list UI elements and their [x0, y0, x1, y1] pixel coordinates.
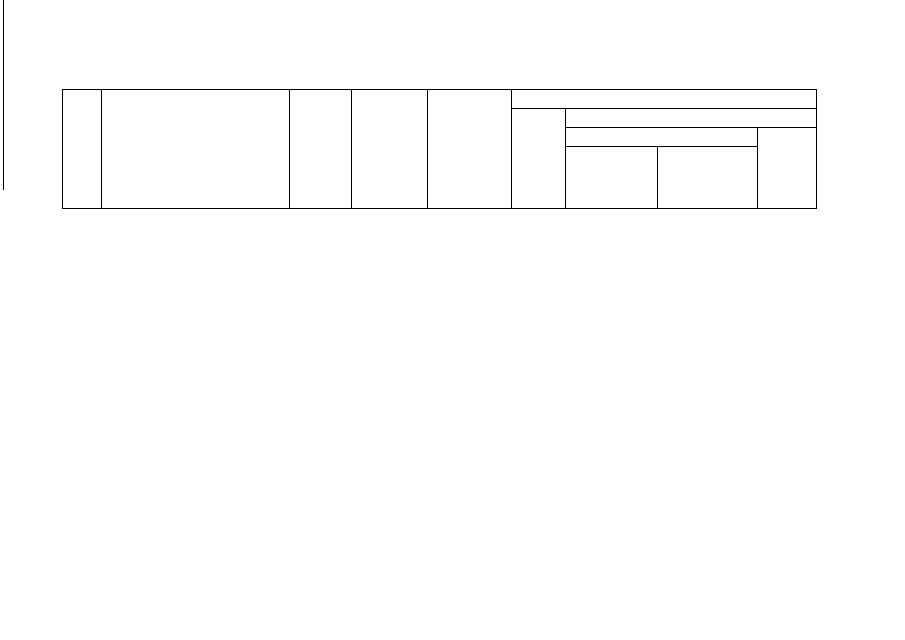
header-no-sex-split	[658, 147, 758, 209]
header-under-year	[758, 128, 817, 209]
header-total	[512, 109, 566, 209]
margin-mark	[3, 0, 4, 190]
header-count	[352, 90, 428, 209]
header-area	[290, 90, 352, 209]
header-num	[63, 90, 102, 209]
quota-table	[62, 89, 817, 209]
header-adults	[566, 128, 758, 147]
header-quota	[512, 90, 817, 109]
header-name	[102, 90, 290, 209]
table-body	[63, 90, 817, 209]
header-males-rut	[566, 147, 658, 209]
header-density	[428, 90, 512, 209]
header-including	[566, 109, 817, 128]
